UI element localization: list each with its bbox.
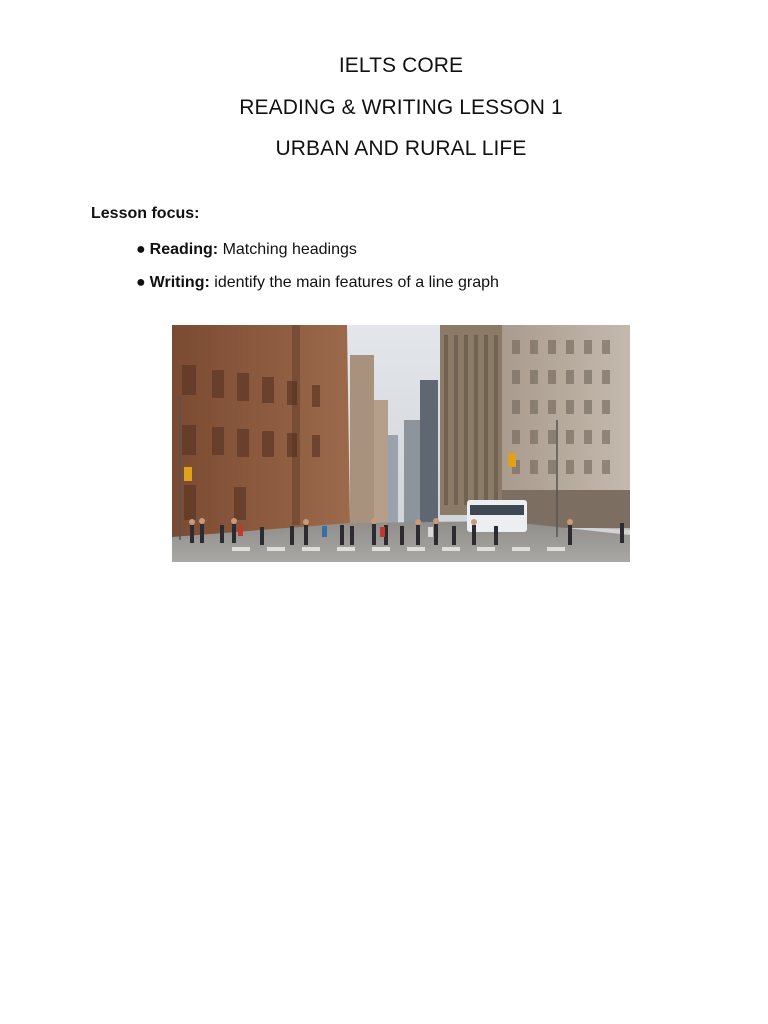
lesson-focus-list [136, 238, 499, 304]
title-line-1: IELTS CORE [338, 54, 464, 77]
city-street-photo [172, 325, 630, 562]
title-block [0, 50, 768, 175]
list-item [136, 271, 499, 304]
bullet-icon: ● [136, 241, 146, 258]
lesson-focus-heading: Lesson focus: [91, 205, 200, 222]
city-street-illustration [172, 325, 630, 562]
list-item-text: Matching headings [222, 241, 357, 258]
list-item-label: Writing: [149, 274, 210, 291]
list-item-text: identify the main features of a line graph [214, 274, 499, 291]
bullet-icon: ● [136, 274, 146, 291]
list-item-label: Reading: [149, 241, 219, 258]
list-item [136, 238, 499, 271]
title-line-2: READING & WRITING LESSON 1 [239, 95, 563, 119]
title-line-3: URBAN AND RURAL LIFE [275, 137, 527, 160]
